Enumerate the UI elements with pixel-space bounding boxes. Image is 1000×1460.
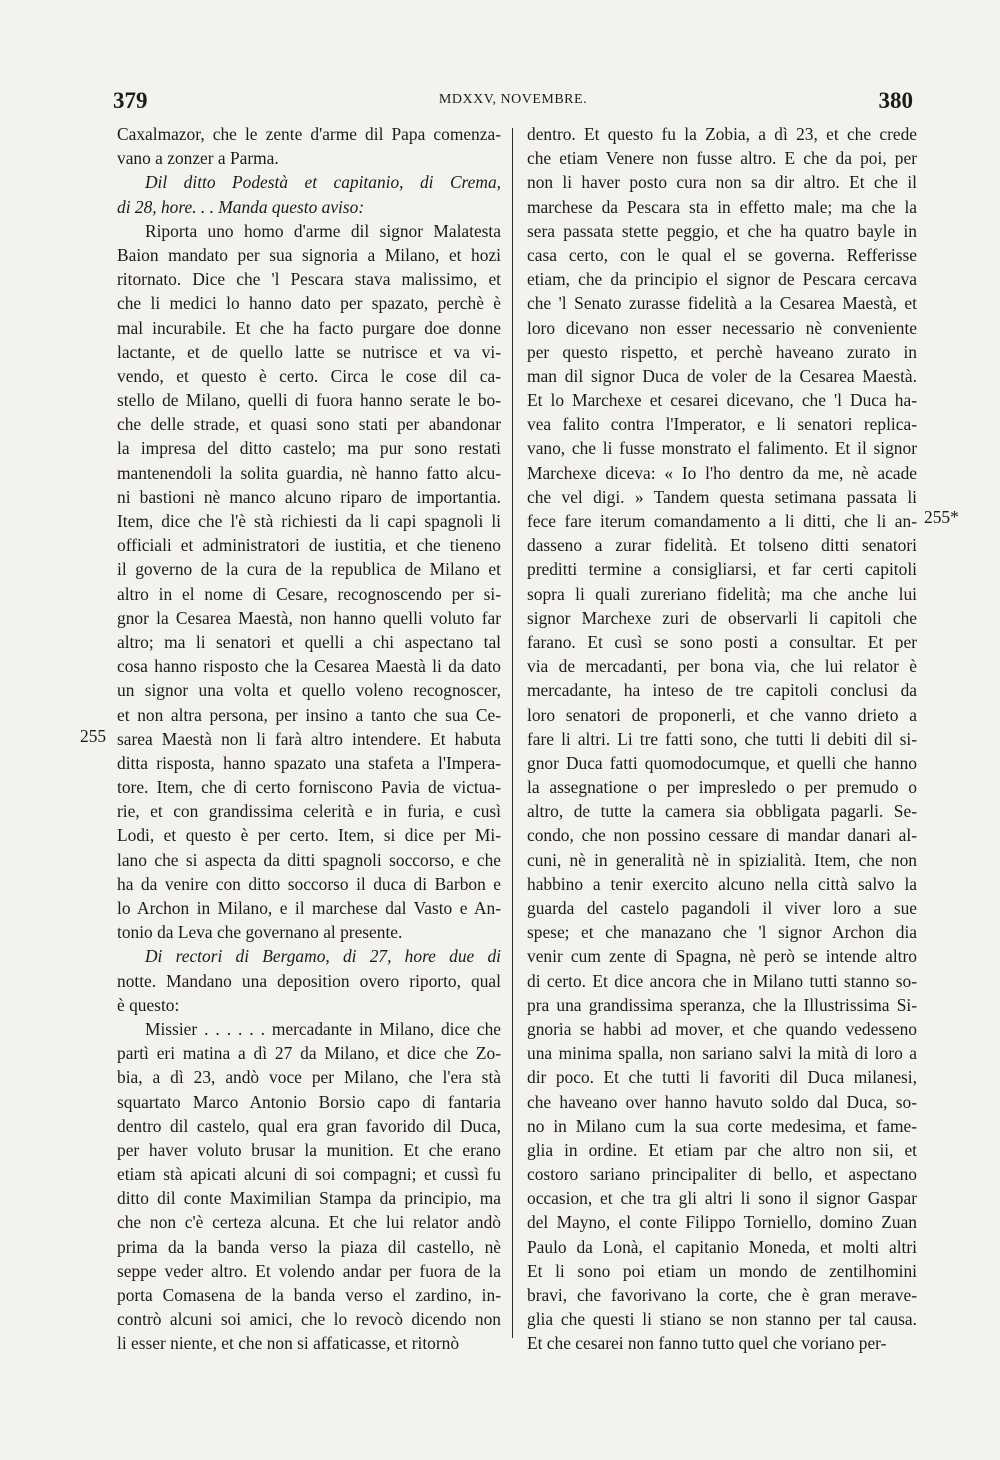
text-line: partì eri matina a dì 27 da Milano, et dice che Zo- [117, 1043, 501, 1064]
text-line: per haver voluto brusar la munition. Et che erano [117, 1139, 501, 1160]
text-line: Lodi, et questo è per certo. Item, si dice per Mi- [117, 825, 501, 846]
text-line: non li haver posto cura non sa dir altro. Et che il [527, 172, 917, 193]
text-line: tore. Item, che di certo forniscono Pavia de victua- [117, 777, 501, 798]
text-line: Paulo da Lonà, el capitanio Moneda, et molti altri [527, 1236, 917, 1257]
text-line: il governo de la cura de la republica de Milano et [117, 559, 501, 580]
text-line: no in Milano cum la sua corte medesima, et fame- [527, 1115, 917, 1136]
text-line: guarda del castelo pagandoli il viver loro a sue [527, 898, 917, 918]
text-line: un signor una volta et quello voleno recognoscer, [117, 680, 501, 701]
text-line: ritornato. Dice che 'l Pescara stava malissimo, et [117, 269, 501, 290]
text-line: pra una grandissima speranza, che la Illustrissima Si- [527, 994, 917, 1015]
text-line: Baion mandato per sua signoria a Milano, et hozi [117, 244, 501, 265]
text-line: notte. Mandano una deposition overo riporto, qual [117, 970, 501, 991]
text-line: tonio da Leva che governano al presente. [117, 922, 403, 943]
text-line: è questo: [117, 994, 180, 1015]
text-line: venir cum zente di Spagna, nè però se intende altro [527, 946, 917, 967]
text-line: et non altra persona, per insino a tanto che sua Ce- [117, 704, 501, 725]
text-line: officiali et administratori de iustitia, et che tieneno [117, 535, 501, 556]
column-divider [512, 128, 513, 1338]
text-line: condo, che non possino cessare di mandar danari al- [527, 825, 917, 846]
text-line: mantenendoli la solita guardia, nè hanno fatto alcu- [117, 462, 501, 483]
text-line: etiam stà apicati alcuni di soi compagni; et cussì fu [117, 1164, 501, 1185]
text-line: altro in el nome di Cesare, recognoscendo per si- [117, 583, 501, 604]
text-line: che etiam Venere non fusse altro. E che da poi, per [527, 148, 917, 169]
text-line: ha da venire con ditto soccorso il duca di Barbon e [117, 873, 501, 894]
text-line: dentro dil castelo, qual era gran favorido dil Duca, [117, 1115, 501, 1136]
text-line: glia che questi li stiano se non stanno per tal causa. [527, 1309, 917, 1330]
text-line: farano. Et cusì se sono posti a consultar. Et per [527, 631, 917, 652]
text-line: etiam, che da principio el signor de Pescara cercava [527, 269, 917, 290]
text-line: rie, et con grandissima celerità e in furia, e cusì [117, 801, 501, 822]
text-line: Item, dice che l'è stà richiesti da li capi spagnoli li [117, 511, 501, 531]
text-line: sopra li quali zureriano fidelità; ma che anche lui [527, 583, 917, 604]
text-line: via de mercadanti, per bona via, che lui relator è [527, 656, 917, 677]
text-line: dentro. Et questo fu la Zobia, a dì 23, et che crede [527, 124, 917, 144]
text-line: gnor Duca fatti quomodocumque, et quelli che hanno [527, 752, 917, 773]
text-line: occasion, et che tra gli altri li sono il signor Gaspar [527, 1188, 917, 1209]
text-line: la impresa del ditto castelo; ma pur sono restati [117, 438, 501, 459]
text-line: gnoria se habbi ad mover, et che quando vedesseno [527, 1018, 917, 1039]
text-line: vano, che li fusse monstrato el falimento. Et il signor [527, 438, 917, 459]
text-line: marchese da Pescara sta in effetto male; ma che la [527, 196, 917, 217]
text-line: porta Comasena de la banda verso el zardino, in- [117, 1285, 501, 1305]
text-line: loro senatori de proponerli, et che vanno drieto a [527, 704, 917, 725]
text-line: dir poco. Et che tutti li favoriti dil Duca milanesi, [527, 1067, 917, 1088]
running-title: MDXXV, NOVEMBRE. [438, 92, 588, 107]
text-line: mercadante, ha inteso de tre capitoli conclusi da [527, 680, 917, 701]
text-line: seppe veder altro. Et volendo andar per fuora de la [117, 1260, 501, 1281]
text-line: che haveano over hanno havuto soldo dal Duca, so- [527, 1091, 917, 1112]
text-line: ditta risposta, hanno spazato una stafeta a l'Impera- [117, 752, 501, 773]
text-line: gnor la Cesarea Maestà, non hanno quelli voluto far [117, 607, 501, 628]
text-line: signor Marchexe zuri de observarli li capitoli che [527, 607, 917, 628]
text-line: Et lo Marchexe et cesarei dicevano, che 'l Duca ha- [527, 390, 917, 411]
text-line: cosa hanno risposto che la Cesarea Maestà li da dato [117, 656, 501, 677]
text-line: che vel digi. » Tandem questa setimana passata li [527, 486, 917, 507]
text-line: costoro sariano principaliter di bello, et aspectano [527, 1164, 917, 1185]
text-line: prima da la banda verso la piaza dil castello, nè [117, 1236, 501, 1257]
text-line: che non c'è certeza alcuna. Et che lui relator andò [117, 1212, 501, 1233]
text-line: fare li altri. Li tre fatti sono, che tutti li debiti dil si- [527, 728, 917, 749]
text-line: dasseno a zurar fidelità. Et tolseno ditti senatori [527, 535, 917, 556]
text-line: vea falito contra l'Imperator, e li senatori replica- [527, 414, 917, 435]
margin-note-right: 255* [924, 507, 959, 527]
margin-note-left: 255 [80, 726, 107, 746]
text-line: lo Archon in Milano, e il marchese dal Vasto e An- [117, 898, 501, 918]
text-line: habbino a tenir exercito alcuno nella città salvo la [527, 873, 917, 894]
text-line: squartato Marco Antonio Borsio capo di fantaria [117, 1091, 501, 1112]
text-line: lano che si aspecta da ditti spagnoli soccorso, e che [117, 849, 501, 870]
text-line: cuni, nè in generalità nè in spizialità. Item, che non [527, 849, 917, 870]
text-line: la assegnatione o per impresledo o per premudo o [527, 777, 917, 798]
running-header [113, 88, 913, 116]
text-line: stello de Milano, quelli di fuora hanno serate le bo- [117, 390, 501, 411]
text-line: preditti termine a consigliarsi, et far certi capitoli [527, 559, 917, 580]
text-line: per questo rispetto, et perchè haveano zurato in [527, 341, 917, 362]
text-line: Missier . . . . . . mercadante in Milano, dice che [145, 1018, 501, 1039]
text-line: Et li sono poi etiam un mondo de zentilhomini [527, 1260, 917, 1281]
text-line: altro; ma li senatori et quelli a chi aspectano tal [117, 631, 501, 652]
text-line: che 'l Senato zurasse fidelità a la Cesarea Maestà, et [527, 293, 917, 314]
text-line: di 28, hore. . . Manda questo aviso: [117, 196, 365, 217]
left-column [117, 122, 501, 1356]
text-line: Riporta uno homo d'arme dil signor Malatesta [145, 220, 501, 241]
text-line: Caxalmazor, che le zente d'arme dil Papa comenza- [117, 124, 501, 144]
text-line: Marchexe diceva: « Io l'ho dentro da me, nè acade [527, 462, 917, 483]
text-line: mal incurabile. Et che ha facto purgare doe donne [117, 317, 501, 338]
text-line: altro, de tutte la camera sia obbligata pagarli. Se- [527, 801, 917, 822]
text-line: Dil ditto Podestà et capitanio, di Crema, [145, 172, 501, 193]
text-line: casa certo, con le qual el se governa. Refferisse [527, 244, 917, 265]
text-line: bravi, che favorivano la corte, che è gran merave- [527, 1285, 917, 1305]
text-line: li esser niente, et che non si affaticasse, et ritornò [117, 1333, 460, 1354]
text-line: Di rectori di Bergamo, di 27, hore due di [145, 946, 501, 967]
text-line: che delle strade, et quasi sono stati per abandonar [117, 414, 501, 435]
text-line: lactante, et de quello latte se nutrisce et va vi- [117, 341, 501, 362]
text-line: glia in ordine. Et etiam par che altro non sii, et [527, 1139, 917, 1160]
text-line: del Mayno, el conte Filippo Torniello, domino Zuan [527, 1212, 917, 1233]
text-line: sarea Maestà non li farà altro intendere. Et habuta [117, 728, 501, 749]
page-number-right: 380 [878, 88, 913, 113]
text-line: loro dicevano non esser necessario nè conveniente [527, 317, 917, 338]
text-line: vendo, et questo è certo. Circa le cose dil ca- [117, 365, 501, 386]
text-line: sera passata stette peggio, et che ha quatro bayle in [527, 220, 917, 241]
text-line: di certo. Et dice ancora che in Milano tutti stanno so- [527, 970, 917, 991]
text-line: ni bastioni nè manco alcuno riparo de importantia. [117, 486, 501, 507]
page-number-left: 379 [113, 88, 148, 113]
text-line: man dil signor Duca de voler de la Cesarea Maestà. [527, 365, 917, 386]
text-line: bia, a dì 23, andò voce per Milano, che l'era stà [117, 1067, 501, 1088]
text-line: ditto dil conte Maximilian Stampa da principio, ma [117, 1188, 501, 1209]
right-column [527, 122, 917, 1356]
text-line: vano a zonzer a Parma. [117, 148, 279, 169]
text-line: Et che cesarei non fanno tutto quel che voriano per- [527, 1333, 887, 1354]
text-line: una minima spalla, non sariano salvi la mità di loro a [527, 1043, 917, 1064]
text-line: contrò alcuni soi amici, che lo revocò dicendo non [117, 1309, 501, 1330]
text-line: che li medici lo hanno dato per spazato, perchè è [117, 293, 501, 314]
text-line: fece fare iterum comandamento a li ditti, che li an- [527, 511, 917, 531]
text-line: spese; et che manazano che 'l signor Archon dia [527, 922, 917, 943]
